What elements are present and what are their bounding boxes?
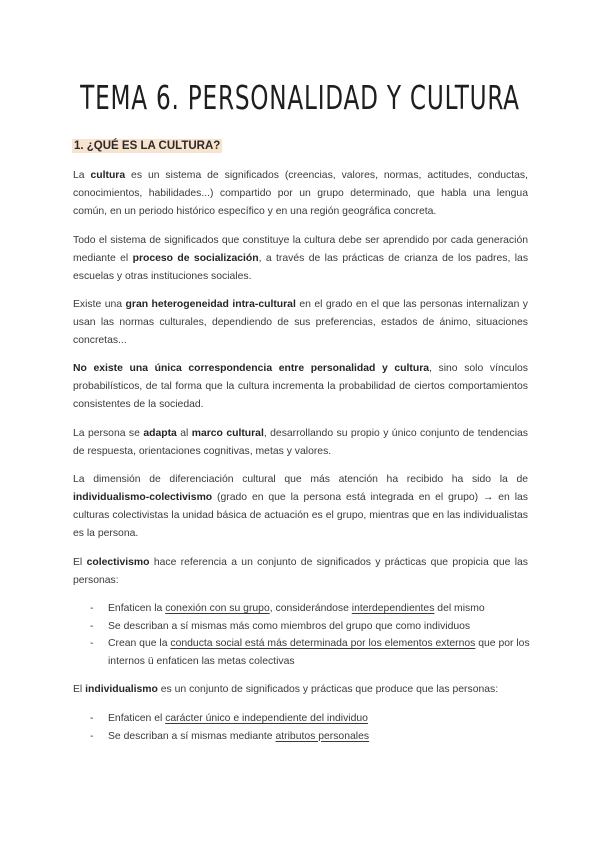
text-run: La: [73, 170, 91, 181]
underlined-term: interdependientes: [351, 603, 435, 614]
list-item: [90, 710, 530, 728]
paragraph-adaptacion: [73, 425, 528, 461]
underlined-term: carácter único e independiente del individuo: [165, 713, 368, 724]
list-colectivismo: [90, 600, 530, 670]
underlined-term: conducta social está más determinada por los elementos externos: [170, 638, 476, 649]
bold-term: individualismo-colectivismo: [73, 492, 213, 503]
list-item: [90, 618, 530, 636]
text-run: (grado en que la persona está integrada en el grupo) → en las culturas colectivistas la unidad básica de actuación es el grupo, mientras que en las individualistas es la persona.: [73, 492, 528, 539]
bold-term: adapta: [143, 428, 177, 439]
text-run: Crean que la: [108, 638, 171, 649]
section-heading: 1. ¿QUÉ ES LA CULTURA?: [74, 140, 221, 152]
text-run: , sino solo vínculos probabilísticos, de tal forma que la cultura incrementa la probabilidad de ciertos comportamientos consistentes de la sociedad.: [73, 363, 528, 410]
text-run: hace referencia a un conjunto de significados y prácticas que propicia que las personas:: [73, 557, 528, 586]
text-run: Se describan a sí mismas más como miembros del grupo que como individuos: [108, 620, 471, 632]
bold-term: No existe una única correspondencia entre personalidad y cultura: [73, 363, 430, 374]
list-item: [90, 728, 530, 746]
bold-term: individualismo: [85, 684, 158, 695]
text-run: , a través de las prácticas de crianza de los padres, las escuelas y otras instituciones sociales.: [73, 253, 529, 282]
paragraph-colectivismo: [73, 554, 528, 590]
underlined-term: conexión con su grupo: [165, 603, 270, 614]
list-individualismo: [90, 710, 530, 745]
paragraph-correspondencia: [73, 360, 528, 414]
text-run: Existe una: [73, 299, 126, 310]
text-run: Enfaticen la: [108, 603, 166, 614]
underlined-term: atributos personales: [275, 730, 370, 742]
paragraph-individualismo-colectivismo: [73, 471, 528, 543]
paragraph-individualismo: [73, 681, 528, 699]
bold-term: gran heterogeneidad intra-cultural: [125, 299, 296, 310]
text-run: Enfaticen el: [108, 713, 166, 724]
paragraph-heterogeneidad: [73, 296, 528, 350]
page-title: TEMA 6. PERSONALIDAD Y CULTURA: [80, 78, 520, 117]
text-run: El: [73, 557, 87, 568]
list-item: [90, 600, 530, 618]
bold-term: cultura: [90, 170, 126, 181]
text-run: es un sistema de significados (creencias, valores, normas, actitudes, conductas, conocimientos, habilidades...) compartido por un grupo determinado, que habla una lengua común, en un periodo histórico específico y en una región geográfica concreta.: [73, 170, 528, 217]
text-run: El: [73, 684, 86, 695]
text-run: Se describan a sí mismas mediante: [108, 730, 276, 742]
text-run: del mismo: [434, 603, 485, 614]
text-run: es un conjunto de significados y prácticas que produce que las personas:: [157, 684, 499, 695]
paragraph-cultura-definition: [73, 167, 528, 221]
text-run: que por los internos ü enfaticen las metas colectivas: [108, 638, 530, 667]
bold-term: marco cultural: [191, 428, 264, 439]
list-item: [90, 635, 530, 670]
text-run: , desarrollando su propio y único conjunto de tendencias de respuesta, orientaciones cognitivas, metas y valores.: [73, 428, 528, 457]
text-run: La persona se: [73, 428, 144, 439]
paragraph-socializacion: [73, 232, 528, 286]
bold-term: colectivismo: [86, 557, 150, 568]
text-run: , considerándose: [269, 603, 352, 614]
text-run: La dimensión de diferenciación cultural que más atención ha recibido ha sido la de: [73, 474, 528, 485]
bold-term: proceso de socialización: [132, 253, 259, 264]
text-run: al: [176, 428, 192, 439]
text-run: en el grado en el que las personas internalizan y usan las normas culturales, dependiendo de sus preferencias, estados de ánimo, situaciones concretas...: [73, 299, 528, 346]
text-run: Todo el sistema de significados que constituye la cultura debe ser aprendido por cada generación mediante el: [73, 235, 528, 264]
